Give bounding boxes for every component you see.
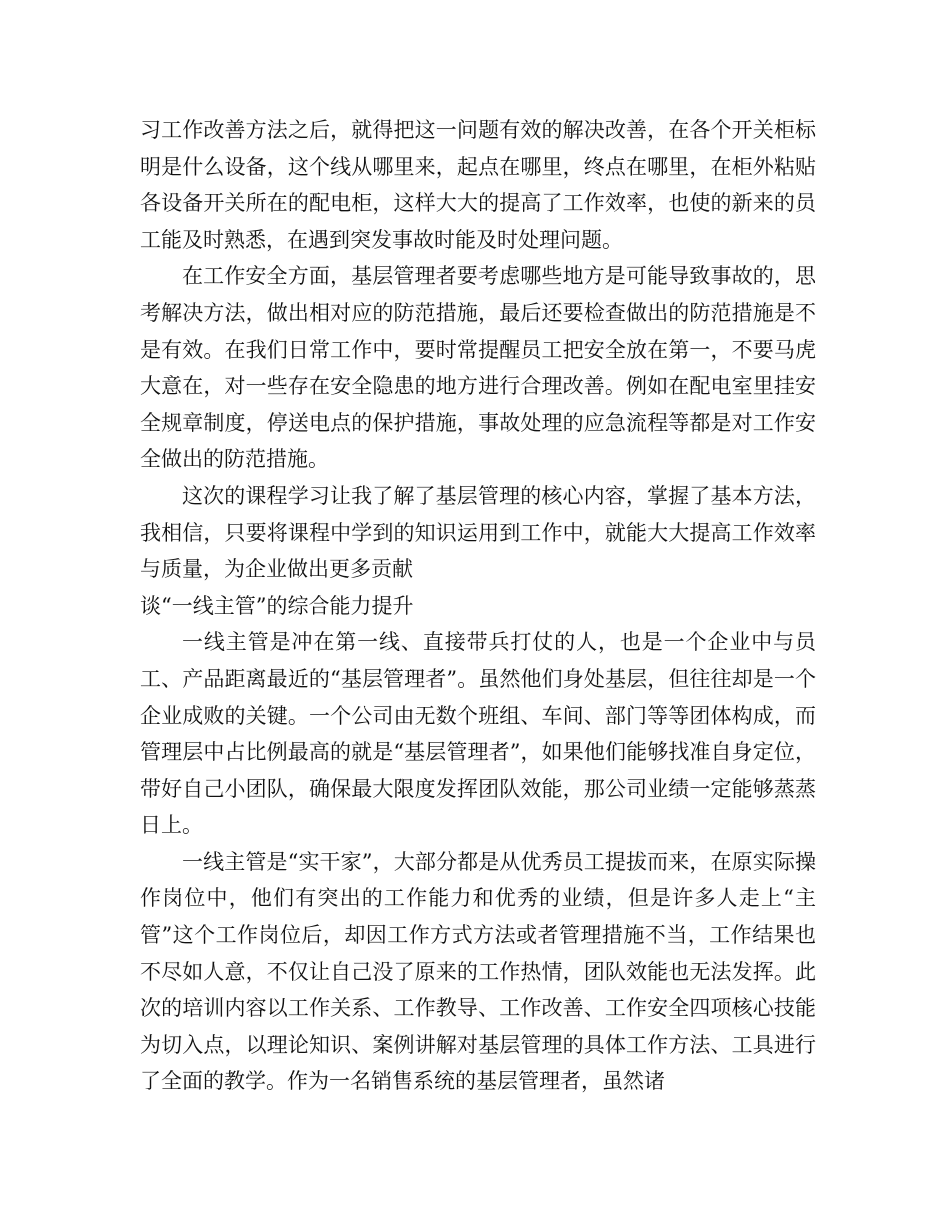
paragraph-practitioner: 一线主管是“实干家”，大部分都是从优秀员工提拔而来，在原实际操作岗位中，他们有突出的工作能力和优秀的业绩，但是许多人走上“主管”这个工作岗位后，却因工作方式方法或者管理措施不当，工作结果也不尽如人意，不仅让自己没了原来的工作热情，团队效能也无法发挥。此次的培训内容以工作关系、工作教导、工作改善、工作安全四项核心技能为切入点，以理论知识、案例讲解对基层管理的具体工作方法、工具进行了全面的教学。作为一名销售系统的基层管理者，虽然诸 [140,849,816,1094]
section-heading: 谈“一线主管”的综合能力提升 [140,593,414,618]
document-body [140,112,816,1100]
paragraph-continuation: 习工作改善方法之后，就得把这一问题有效的解决改善，在各个开关柜标明是什么设备，这个线从哪里来，起点在哪里，终点在哪里，在柜外粘贴各设备开关所在的配电柜，这样大大的提高了工作效率，也使的新来的员工能及时熟悉，在遇到突发事故时能及时处理问题。 [140,118,816,252]
paragraph-course-summary: 这次的课程学习让我了解了基层管理的核心内容，掌握了基本方法，我相信，只要将课程中学到的知识运用到工作中，就能大大提高工作效率与质量，为企业做出更多贡献 [140,483,816,582]
paragraph-frontline-supervisor: 一线主管是冲在第一线、直接带兵打仗的人，也是一个企业中与员工、产品距离最近的“基层管理者”。虽然他们身处基层，但往往却是一个企业成败的关键。一个公司由无数个班组、车间、部门等等团体构成，而管理层中占比例最高的就是“基层管理者”，如果他们能够找准自身定位，带好自己小团队，确保最大限度发挥团队效能，那公司业绩一定能够蒸蒸日上。 [140,630,816,838]
paragraph-work-safety: 在工作安全方面，基层管理者要考虑哪些地方是可能导致事故的，思考解决方法，做出相对应的防范措施，最后还要检查做出的防范措施是不是有效。在我们日常工作中，要时常提醒员工把安全放在第一，不要马虎大意在，对一些存在安全隐患的地方进行合理改善。例如在配电室里挂安全规章制度，停送电点的保护措施，事故处理的应急流程等都是对工作安全做出的防范措施。 [140,264,816,472]
